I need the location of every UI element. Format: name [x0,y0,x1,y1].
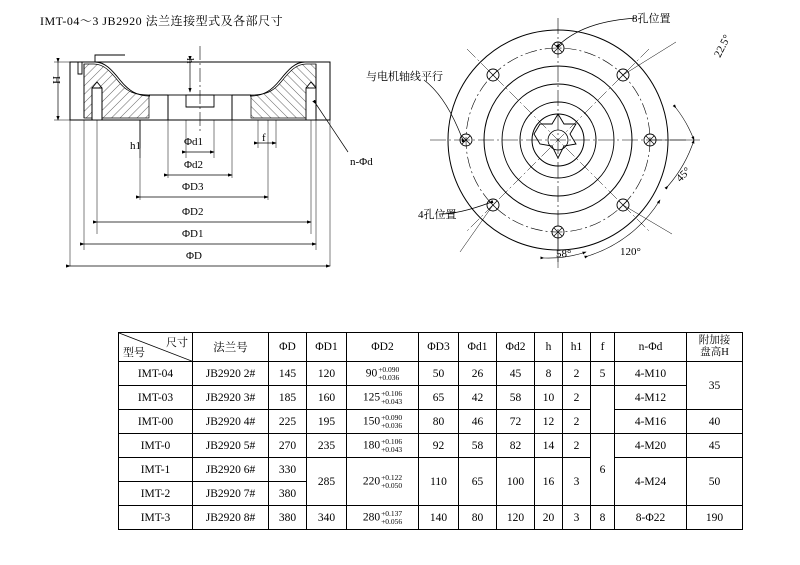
col-header-n-phi-d: n-Φd [615,333,687,362]
cell-D: 185 [269,386,307,410]
cell-D2-upper: +0.106 [381,388,403,398]
table-row [119,458,743,482]
cell-d2: 82 [497,434,535,458]
cell-d2: 100 [497,458,535,506]
cell-h1: 2 [563,362,591,386]
cell-D1: 195 [307,410,347,434]
cell-model: IMT-0 [119,434,193,458]
cell-D1: 120 [307,362,347,386]
cell-f: 8 [591,506,615,530]
label-dim-phi-D3: ΦD3 [182,181,204,193]
label-dim-h1: h1 [130,140,141,152]
cell-h1: 2 [563,410,591,434]
col-header-additional-height-line2: 盘高H [700,347,729,359]
col-header-d1: Φd1 [459,333,497,362]
label-dim-f: f [262,132,266,144]
cell-h1: 3 [563,506,591,530]
label-angle-58: 58° [556,248,572,260]
cell-D3: 92 [419,434,459,458]
col-header-h: h [535,333,563,362]
cell-D2 [347,434,419,458]
cell-additional-height: 35 [687,362,743,410]
cell-D1: 235 [307,434,347,458]
cell-additional-height: 190 [687,506,743,530]
table-row [119,362,743,386]
table-row [119,434,743,458]
col-header-additional-height-line1: 附加接 [698,335,731,346]
cell-n-phi-d: 8-Φ22 [615,506,687,530]
cell-D2-base: 150 [362,415,381,428]
col-header-additional-height [687,333,743,362]
spec-table [118,332,743,530]
corner-label-dimension: 尺寸 [166,337,188,349]
col-header-d2: Φd2 [497,333,535,362]
cell-D2-upper: +0.090 [378,364,400,374]
cell-D2-base: 125 [362,391,381,404]
label-dim-H: H [50,76,62,84]
cell-D2-lower: +0.043 [381,396,403,406]
cell-D2-lower: +0.036 [378,372,400,382]
label-dim-phi-d2: Φd2 [184,159,204,171]
table-corner-cell [119,333,193,362]
label-8-holes: 8孔位置 [632,13,671,25]
cell-D2-upper: +0.106 [381,436,403,446]
cell-d2: 58 [497,386,535,410]
label-dim-phi-D: ΦD [186,250,202,262]
label-dim-phi-d1: Φd1 [184,136,204,148]
cell-D2 [347,458,419,506]
cell-h: 20 [535,506,563,530]
cell-d1: 80 [459,506,497,530]
cell-d1: 26 [459,362,497,386]
label-angle-45: 45° [674,165,694,185]
cell-h: 8 [535,362,563,386]
cell-flange: JB2920 8# [193,506,269,530]
cell-h1: 3 [563,458,591,506]
label-dim-h: h [184,58,196,64]
cell-D2-upper: +0.137 [381,508,403,518]
cell-D3: 50 [419,362,459,386]
col-header-D3: ΦD3 [419,333,459,362]
cell-D2-upper: +0.090 [381,412,403,422]
cell-D2-base: 220 [362,475,381,488]
table-row [119,506,743,530]
cell-flange: JB2920 3# [193,386,269,410]
cell-n-phi-d: 4-M24 [615,458,687,506]
cell-flange: JB2920 4# [193,410,269,434]
cell-D2-lower: +0.050 [381,480,403,490]
label-angle-22-5: 22.5° [712,32,734,60]
cell-flange: JB2920 6# [193,458,269,482]
cell-D2-base: 90 [365,367,378,380]
cell-D: 380 [269,506,307,530]
cell-D3: 110 [419,458,459,506]
cell-h1: 2 [563,386,591,410]
spec-table-container [118,332,743,530]
cell-D1: 160 [307,386,347,410]
cell-n-phi-d: 4-M12 [615,386,687,410]
table-header-row [119,333,743,362]
cell-f: 5 [591,362,615,386]
label-4-holes: 4孔位置 [418,209,457,221]
cell-flange: JB2920 7# [193,482,269,506]
cell-d1: 58 [459,434,497,458]
cell-h: 14 [535,434,563,458]
cell-additional-height: 40 [687,410,743,434]
col-header-h1: h1 [563,333,591,362]
cell-h: 16 [535,458,563,506]
cell-D2-lower: +0.043 [381,444,403,454]
label-dim-phi-D1: ΦD1 [182,228,204,240]
cell-h: 12 [535,410,563,434]
cell-model: IMT-2 [119,482,193,506]
cell-model: IMT-04 [119,362,193,386]
cell-D: 145 [269,362,307,386]
col-header-D1: ΦD1 [307,333,347,362]
cell-model: IMT-3 [119,506,193,530]
label-dim-phi-D2: ΦD2 [182,206,204,218]
cell-D1: 285 [307,458,347,506]
cell-D: 225 [269,410,307,434]
cell-flange: JB2920 2# [193,362,269,386]
cell-D: 330 [269,458,307,482]
cell-d2: 120 [497,506,535,530]
cell-D2 [347,362,419,386]
cell-d2: 72 [497,410,535,434]
cell-flange: JB2920 5# [193,434,269,458]
cell-D: 270 [269,434,307,458]
table-row [119,410,743,434]
cell-f: 6 [591,434,615,506]
cell-n-phi-d: 4-M16 [615,410,687,434]
cell-h1: 2 [563,434,591,458]
cell-n-phi-d: 4-M10 [615,362,687,386]
cell-d1: 42 [459,386,497,410]
cell-D2-base: 280 [362,511,381,524]
cell-D2-lower: +0.056 [381,516,403,526]
cell-D2 [347,410,419,434]
cell-f [591,386,615,434]
cell-h: 10 [535,386,563,410]
cell-d2: 45 [497,362,535,386]
cell-additional-height: 45 [687,434,743,458]
label-angle-120: 120° [620,246,641,258]
cell-D2-base: 180 [362,439,381,452]
cell-D3: 140 [419,506,459,530]
cell-D2-upper: +0.122 [381,472,403,482]
page-title: IMT-04～3 JB2920 法兰连接型式及各部尺寸 [40,14,284,28]
cell-D2 [347,386,419,410]
label-parallel-to-motor-axis: 与电机轴线平行 [366,71,443,83]
cell-model: IMT-1 [119,458,193,482]
cell-D: 380 [269,482,307,506]
cell-D1: 340 [307,506,347,530]
cell-n-phi-d: 4-M20 [615,434,687,458]
cell-additional-height: 50 [687,458,743,506]
col-header-flange-no: 法兰号 [193,333,269,362]
col-header-D2: ΦD2 [347,333,419,362]
cell-d1: 46 [459,410,497,434]
col-header-f: f [591,333,615,362]
label-n-phi-d: n-Φd [350,156,373,168]
cell-D3: 80 [419,410,459,434]
cell-model: IMT-03 [119,386,193,410]
cell-D3: 65 [419,386,459,410]
cell-D2 [347,506,419,530]
col-header-D: ΦD [269,333,307,362]
cell-D2-lower: +0.036 [381,420,403,430]
table-row [119,386,743,410]
cell-d1: 65 [459,458,497,506]
cell-model: IMT-00 [119,410,193,434]
corner-label-model: 型号 [123,347,145,360]
